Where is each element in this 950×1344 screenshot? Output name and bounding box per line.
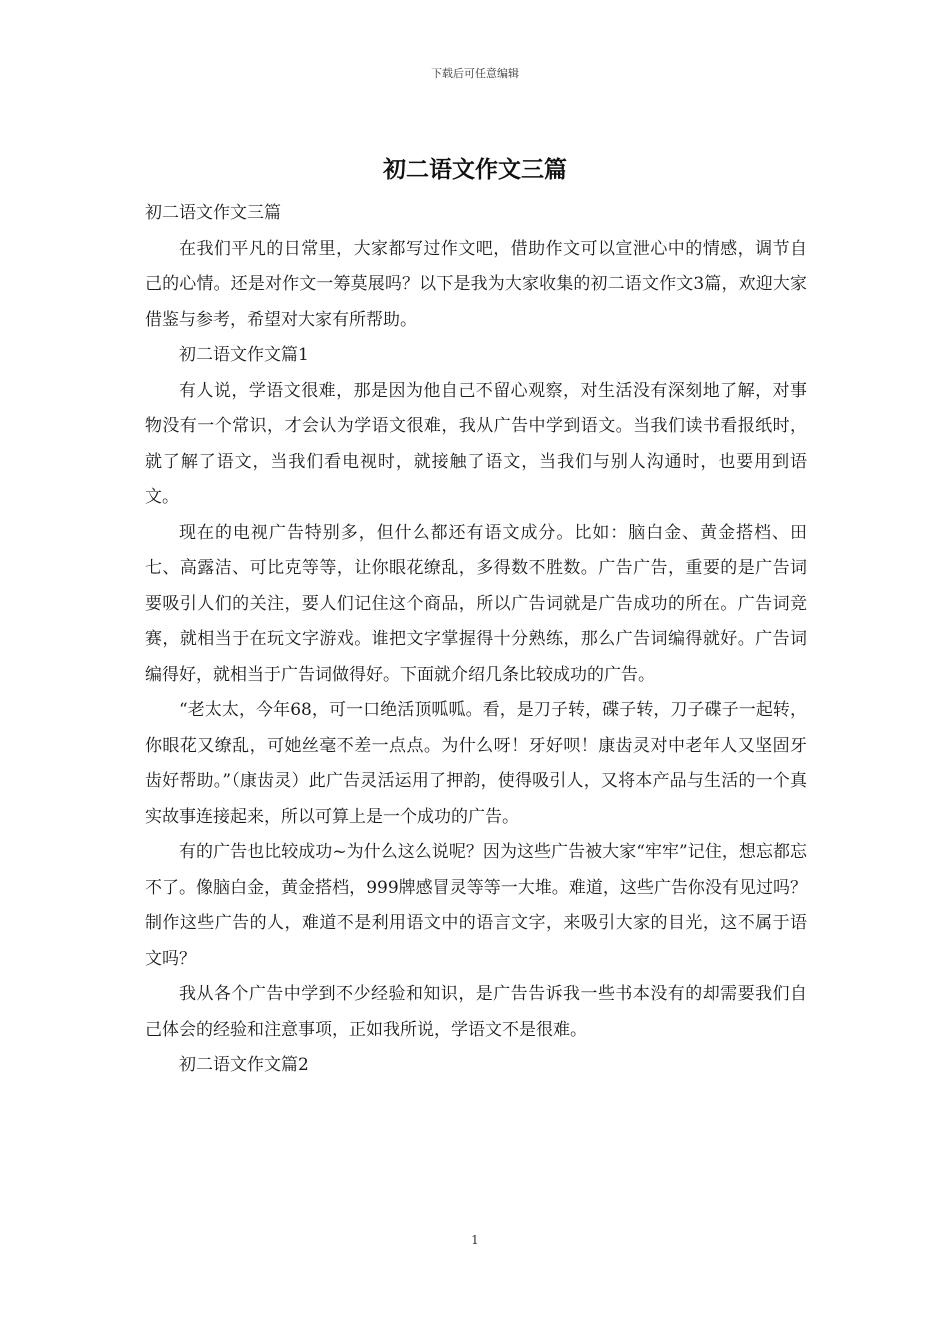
body-paragraph: 有的广告也比较成功~为什么这么说呢？因为这些广告被大家“牢牢”记住，想忘都忘不了。像脑白金，黄金搭档，999牌感冒灵等等一大堆。难道，这些广告你没有见过吗？制作这些广告的人，难道不是利用语文中的语言文字，来吸引大家的目光，这不属于语文吗？ <box>145 842 807 969</box>
intro-paragraph: 在我们平凡的日常里，大家都写过作文吧，借助作文可以宣泄心中的情感，调节自己的心情。还是对作文一筹莫展吗？以下是我为大家收集的初二语文作文3篇，欢迎大家借鉴与参考，希望对大家有所帮助。 <box>145 238 807 330</box>
body-paragraph: 我从各个广告中学到不少经验和知识，是广告告诉我一些书本没有的却需要我们自己体会的经验和注意事项，正如我所说，学语文不是很难。 <box>145 984 807 1040</box>
document-title: 初二语文作文三篇 <box>383 156 567 183</box>
document-body <box>145 196 807 1084</box>
body-paragraph: 有人说，学语文很难，那是因为他自己不留心观察，对生活没有深刻地了解，对事物没有一个常识，才会认为学语文很难，我从广告中学到语文。当我们读书看报纸时，就了解了语文，当我们看电视时，就接触了语文，当我们与别人沟通时，也要用到语文。 <box>145 380 807 507</box>
page-header: 下载后可任意编辑 <box>431 67 519 80</box>
body-paragraph: 现在的电视广告特别多，但什么都还有语文成分。比如：脑白金、黄金搭档、田七、高露洁、可比克等等，让你眼花缭乱，多得数不胜数。广告广告，重要的是广告词要吸引人们的关注，要人们记住这个商品，所以广告词就是广告成功的所在。广告词竞赛，就相当于在玩文字游戏。谁把文字掌握得十分熟练，那么广告词编得就好。广告词编得好，就相当于广告词做得好。下面就介绍几条比较成功的广告。 <box>145 522 807 685</box>
section-heading-essay-2: 初二语文作文篇2 <box>179 1055 309 1075</box>
body-paragraph: “老太太，今年68，可一口绝活顶呱呱。看，是刀子转，碟子转，刀子碟子一起转，你眼花又缭乱，可她丝毫不差一点点。为什么呀！牙好呗！康齿灵对中老年人又坚固牙齿好帮助。”（康齿灵）此广告灵活运用了押韵，使得吸引人，又将本产品与生活的一个真实故事连接起来，所以可算上是一个成功的广告。 <box>145 700 807 827</box>
page-number: 1 <box>471 1233 479 1247</box>
section-heading-essay-1: 初二语文作文篇1 <box>179 345 309 365</box>
subtitle-line: 初二语文作文三篇 <box>145 203 281 223</box>
